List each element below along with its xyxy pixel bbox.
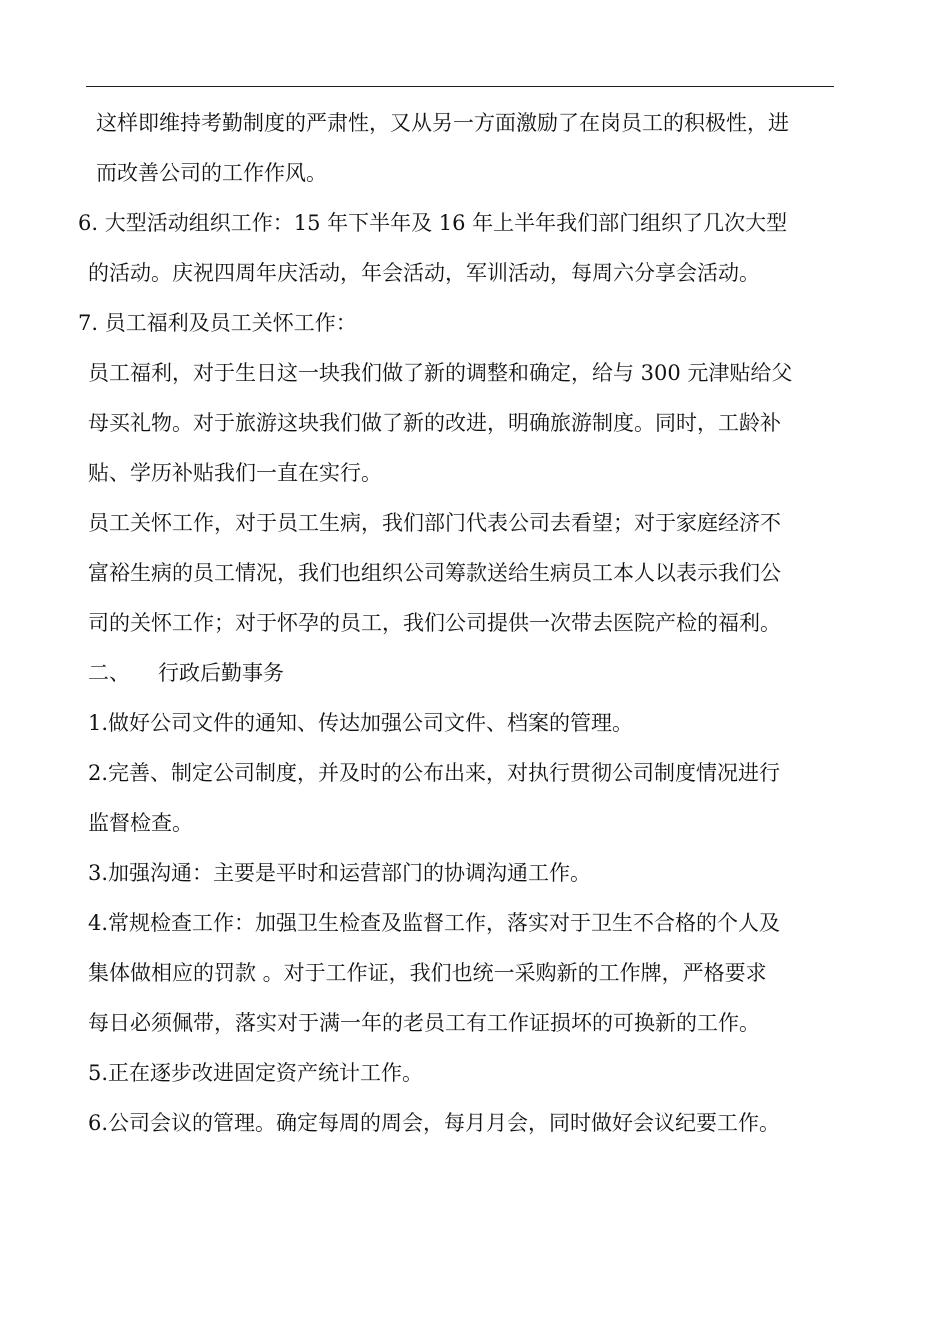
paragraph-line: 的活动。庆祝四周年庆活动，年会活动，军训活动，每周六分享会活动。 <box>88 261 760 285</box>
paragraph-line: 而改善公司的工作作风。 <box>96 161 327 185</box>
paragraph-line: 司的关怀工作；对于怀孕的员工，我们公司提供一次带去医院产检的福利。 <box>88 611 781 635</box>
section-number: 二、 <box>88 661 130 685</box>
paragraph-line: 监督检查。 <box>88 811 193 835</box>
paragraph-line: 贴、学历补贴我们一直在实行。 <box>88 461 382 485</box>
list-item: 5.正在逐步改进固定资产统计工作。 <box>88 1061 424 1085</box>
list-item: 4.常规检查工作：加强卫生检查及监督工作，落实对于卫生不合格的个人及 <box>88 911 781 935</box>
paragraph-line: 这样即维持考勤制度的严肃性，又从另一方面激励了在岗员工的积极性，进 <box>96 111 789 135</box>
paragraph-line: 员工福利，对于生日这一块我们做了新的调整和确定，给与 300 元津贴给父 <box>88 361 793 385</box>
paragraph-line: 每日必须佩带，落实对于满一年的老员工有工作证损坏的可换新的工作。 <box>88 1011 760 1035</box>
list-item: 6.公司会议的管理。确定每周的周会，每月月会，同时做好会议纪要工作。 <box>88 1111 781 1135</box>
paragraph-line: 集体做相应的罚款 。对于工作证，我们也统一采购新的工作牌，严格要求 <box>88 961 767 985</box>
paragraph-line: 富裕生病的员工情况，我们也组织公司筹款送给生病员工本人以表示我们公 <box>88 561 781 585</box>
paragraph-line: 员工关怀工作，对于员工生病，我们部门代表公司去看望；对于家庭经济不 <box>88 511 781 535</box>
paragraph-line: 母买礼物。对于旅游这块我们做了新的改进，明确旅游制度。同时，工龄补 <box>88 411 781 435</box>
list-item: 6. 大型活动组织工作：15 年下半年及 16 年上半年我们部门组织了几次大型 <box>78 211 788 235</box>
list-item: 2.完善、制定公司制度，并及时的公布出来，对执行贯彻公司制度情况进行 <box>88 761 781 785</box>
section-title: 行政后勤事务 <box>158 661 284 685</box>
list-item: 1.做好公司文件的通知、传达加强公司文件、档案的管理。 <box>88 711 634 735</box>
section-heading <box>88 660 284 686</box>
header-rule <box>86 86 834 87</box>
list-item: 7. 员工福利及员工关怀工作： <box>78 311 357 335</box>
list-item: 3.加强沟通：主要是平时和运营部门的协调沟通工作。 <box>88 861 592 885</box>
